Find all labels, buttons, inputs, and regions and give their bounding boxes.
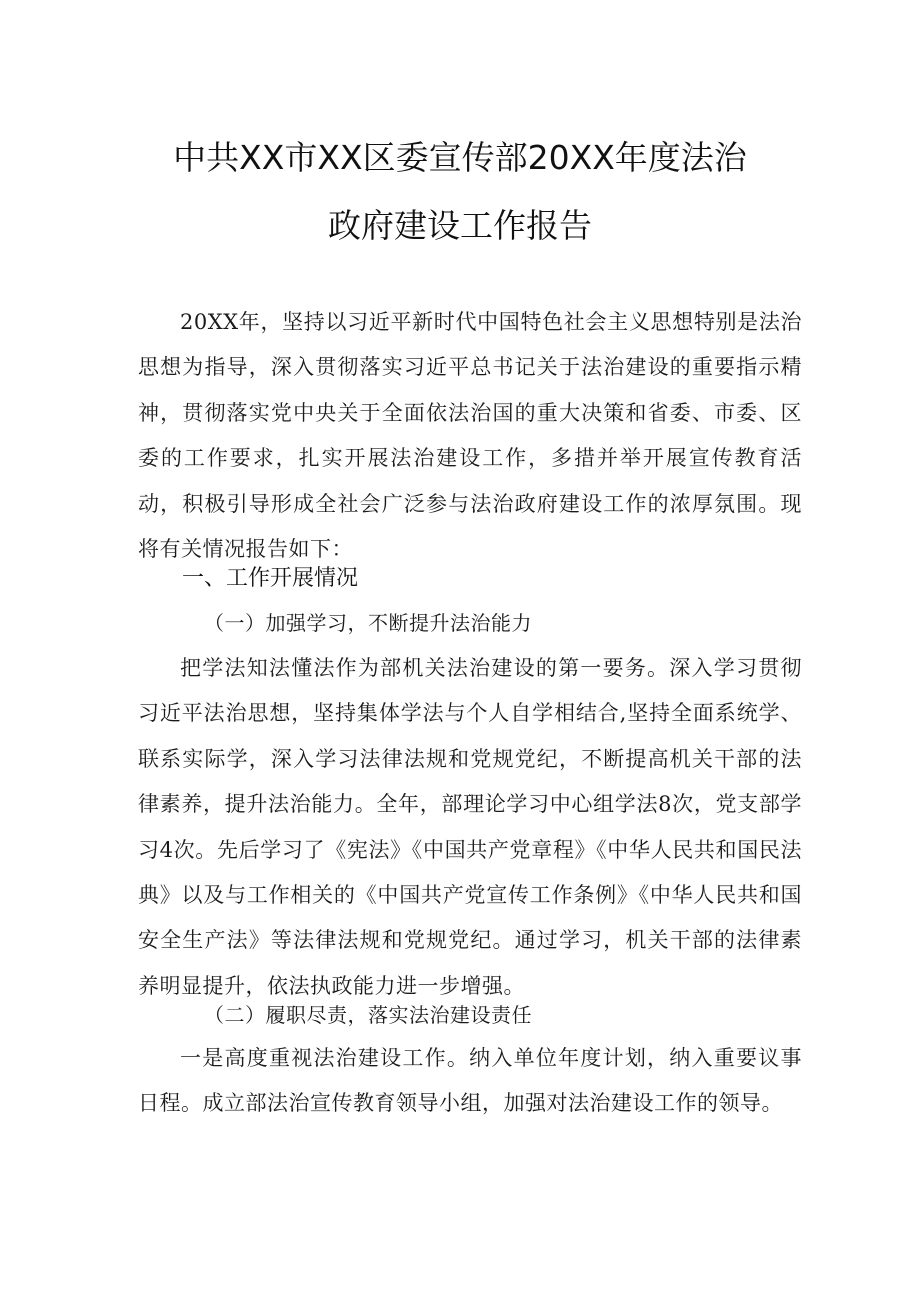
document-title-line-2: 政府建设工作报告 [328, 206, 592, 245]
intro-paragraph: 20XX年，坚持以习近平新时代中国特色社会主义思想特别是法治思想为指导，深入贯彻落实习近平总书记关于法治建设的重要指示精神，贯彻落实党中央关于全面依法治国的重大决策和省委、市委、区委的工作要求，扎实开展法治建设工作，多措并举开展宣传教育活动，积极引导形成全社会广泛参与法治政府建设工作的浓厚氛围。现将有关情况报告如下： [138, 310, 802, 562]
subsection-2-heading: （二）履职尽责，落实法治建设责任 [204, 1003, 532, 1027]
subsection-1-heading: （一）加强学习，不断提升法治能力 [204, 611, 532, 635]
document-title-line-1: 中共XX市XX区委宣传部20XX年度法治 [173, 138, 747, 177]
subsection-2-paragraph: 一是高度重视法治建设工作。纳入单位年度计划，纳入重要议事日程。成立部法治宣传教育领导小组，加强对法治建设工作的领导。 [138, 1046, 802, 1116]
section-1-heading: 一、工作开展情况 [182, 566, 359, 591]
subsection-1-paragraph: 把学法知法懂法作为部机关法治建设的第一要务。深入学习贯彻习近平法治思想，坚持集体学法与个人自学相结合,坚持全面系统学、联系实际学，深入学习法律法规和党规党纪，不断提高机关干部的法律素养，提升法治能力。全年，部理论学习中心组学法8次，党支部学习4次。先后学习了《宪法》《中国共产党章程》《中华人民共和国民法典》以及与工作相关的《中国共产党宣传工作条例》《中华人民共和国安全生产法》等法律法规和党规党纪。通过学习，机关干部的法律素养明显提升，依法执政能力进一步增强。 [138, 656, 802, 998]
